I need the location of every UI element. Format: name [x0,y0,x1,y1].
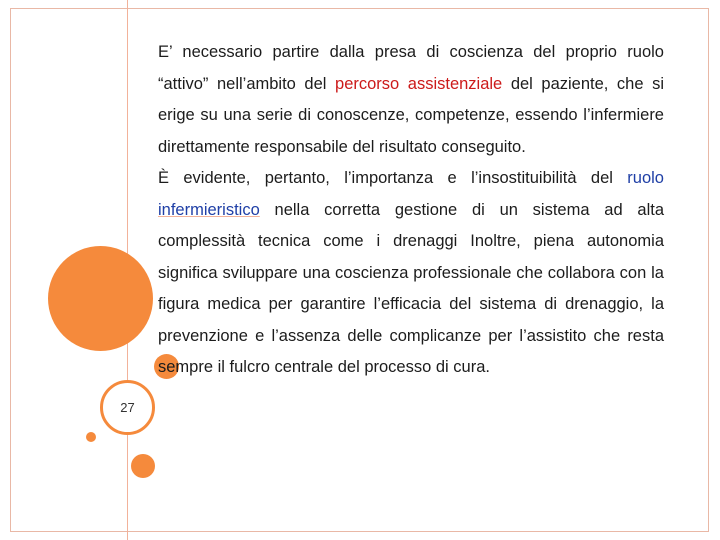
decorative-circle-large [48,246,153,351]
highlight-percorso-assistenziale: percorso assistenziale [335,74,503,93]
slide-number-badge [100,380,155,435]
paragraph-1-text-start: E’ necessario partire dalla presa di coscienza del proprio ruolo “attivo” nell’ambito del [158,43,664,93]
slide-number: 27 [120,400,135,415]
highlight-ruolo: ruolo [627,169,664,187]
decorative-circle-bottom [131,454,155,478]
decorative-circle-small [86,432,96,442]
paragraph-1-text-end: del paziente, che si erige su una serie di conoscenze, competenze, essendo l’infermiere direttamente responsabile del risultato conseguito. [158,74,665,156]
slide-body [158,37,664,384]
paragraph-2-text-start: È evidente, pertanto, l’importanza e l’insostituibilità del [158,169,628,187]
paragraph-2 [158,163,664,384]
paragraph-2-text-end: nella corretta gestione di un sistema ad alta complessità tecnica come i drenaggi Inoltre, piena autonomia significa sviluppare una coscienza professionale che collabora con la figura medica per garantire l’efficacia del sistema di drenaggio, la prevenzione e l’assenza delle complicanze per l’assistito che resta sempre il fulcro centrale del processo di cura. [158,200,664,376]
paragraph-1 [158,37,664,163]
highlight-infermieristico: infermieristico [158,200,260,219]
